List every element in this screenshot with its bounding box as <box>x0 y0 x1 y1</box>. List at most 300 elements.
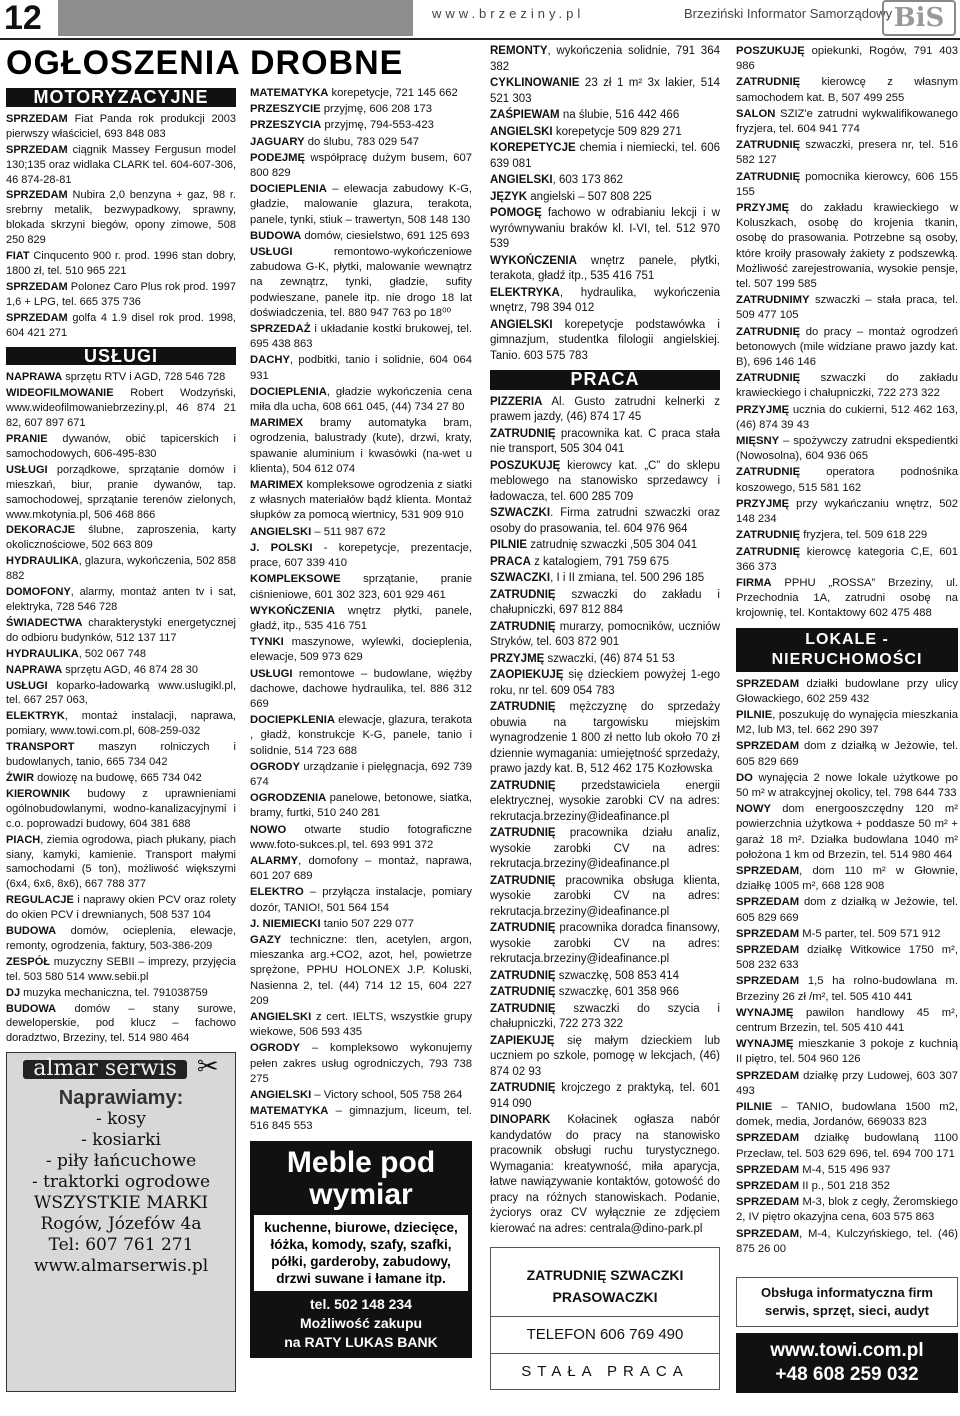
zatr-line2: PRASOWACZKI <box>552 1289 658 1305</box>
ad-text: – przyłącza instalacje, pomiary dozór, TANIO!, 501 564 154 <box>250 886 472 914</box>
ad-text: pracownika działu analiz, wysokie zarobki CV na adres: rekrutacja.brzeziny@ideafinance.pl <box>490 827 720 870</box>
ad-text: , 603 173 862 <box>552 174 623 186</box>
ad-text: – 511 987 672 <box>311 525 386 538</box>
ad-item <box>250 86 472 101</box>
ad-keyword: FIAT <box>6 250 30 263</box>
ad-keyword: ZAŚPIEWAM <box>490 109 560 121</box>
zatrudnie-box <box>490 1247 720 1390</box>
ad-keyword: ZATRUDNIĘ <box>490 986 556 998</box>
ad-text: szwaczki do zakładu krawieckiego i chałupniczki, 722 273 322 <box>736 372 958 400</box>
ad-keyword: ZATRUDNIĘ <box>490 827 556 839</box>
ad-item <box>490 108 720 124</box>
ad-text: , 502 067 748 <box>78 647 147 660</box>
ad-item <box>736 895 958 925</box>
ad-text: krojczego z praktyką, tel. 601 914 090 <box>490 1082 720 1110</box>
ad-item <box>250 353 472 383</box>
ad-keyword: USŁUGI <box>250 246 293 259</box>
column-2 <box>250 44 472 1358</box>
ad-item <box>490 1113 720 1237</box>
ad-keyword: GAZY <box>250 933 282 946</box>
ad-item <box>6 311 236 341</box>
ad-keyword: PRZYJMĘ <box>736 403 790 416</box>
ad-item <box>490 969 720 985</box>
ad-text: wnętrz panele, płytki, terakota, gładź itp., 535 416 751 <box>490 254 720 282</box>
ad-item <box>6 771 236 786</box>
ad-item <box>736 1037 958 1067</box>
ad-text: Kołacinek ogłasza nabór kandydatów do pracy na stanowisko pracownik obsługi ruchu turystycznego. Wymagania: kreatywność, miła aparycja, łatwe nawiązywanie kontaktów, gotowość do pracy na różnych stanowiskach. Podanie, życiorys oraz CV wyłącznie ze zdjęciem kierować na adres: centrala@dino-park.pl <box>490 1114 720 1235</box>
ad-text: , wykończenia solidnie, 791 364 382 <box>490 45 720 73</box>
ad-item <box>250 102 472 117</box>
ad-item <box>250 713 472 759</box>
ad-keyword: USŁUGI <box>6 463 48 476</box>
ad-keyword: OGRODY <box>250 1042 301 1055</box>
ad-keyword: ZESPÓŁ <box>6 955 51 968</box>
ad-item <box>736 1069 958 1099</box>
ad-item <box>6 585 236 615</box>
ad-item <box>250 151 472 181</box>
ad-keyword: DEKORACJE <box>6 524 76 537</box>
ad-item <box>736 1227 958 1257</box>
ad-item <box>490 76 720 107</box>
ad-text: – elewacja zabudowy K-G, gładzie, malowanie glazura, terakota, panele, tynki, stiuk – trawertyn, 508 148 130 <box>250 183 472 226</box>
ad-item <box>736 974 958 1004</box>
ad-text: ucznia do cukierni, 512 462 163, (46) 874 39 43 <box>736 403 958 431</box>
ad-text: pracownika obsługa klienta, wysokie zarobki CV na adres: rekrutacja.brzeziny@ideafinance.pl <box>490 874 720 918</box>
ad-text: charakterystyki energetycznej do odbioru budynków, 512 137 117 <box>6 616 236 644</box>
ad-keyword: ZATRUDNIĘ <box>490 922 556 934</box>
almar-line: Rogów, Józefów 4a <box>40 1214 202 1235</box>
ad-keyword: SZWACZKI <box>490 507 551 519</box>
ad-text: z katalogiem, 791 759 675 <box>530 555 669 568</box>
ad-item <box>490 668 720 699</box>
ad-text: działkę budowlaną 1100 Przecław, tel. 503 629 696, tel. 694 700 171 <box>736 1132 958 1160</box>
obsluga-box: Obsługa informatyczna firm serwis, sprzęt, sieci, audyt <box>736 1277 958 1327</box>
ad-keyword: SPRZEDAM <box>736 1069 800 1082</box>
ad-text: urządzanie i pielęgnacja, 692 739 674 <box>250 760 472 788</box>
ad-item <box>490 190 720 206</box>
section-motoryzacyjne: MOTORYZACYJNE <box>6 88 236 107</box>
ad-keyword: SPRZEDAM <box>6 112 68 125</box>
ad-text: wynajęcia 2 nowe lokale użytkowe po 50 m² w atrakcyjnej okolicy, tel. 798 644 733 <box>736 771 958 799</box>
ad-item <box>490 395 720 426</box>
ad-keyword: ANGIELSKI <box>250 525 312 538</box>
ad-item <box>490 700 720 778</box>
ad-keyword: SPRZEDAM <box>736 1196 800 1209</box>
praca-list <box>490 395 720 1238</box>
ad-item <box>6 432 236 462</box>
ad-keyword: ZATRUDNIĘ <box>490 620 556 633</box>
ad-text: – TANIO, budowlana 1500 m2, domek, media, Jordanów, 669033 823 <box>736 1101 958 1129</box>
ad-keyword: NOWY <box>736 803 771 816</box>
ad-keyword: SPRZEDAM <box>736 1227 800 1240</box>
ad-keyword: ZATRUDNIĘ <box>490 588 556 601</box>
ad-keyword: J. POLSKI <box>250 541 313 554</box>
lawnmower-icon: ✂ <box>196 1051 219 1082</box>
meble-ad <box>250 1141 472 1358</box>
ad-keyword: ZATRUDNIĘ <box>736 529 801 542</box>
ad-item <box>736 1100 958 1130</box>
almar-url[interactable]: www.almarserwis.pl <box>33 1256 209 1277</box>
zatr-lines <box>491 1248 719 1316</box>
ad-item <box>736 465 958 495</box>
section-uslugi: USŁUGI <box>6 347 236 366</box>
ad-item <box>250 885 472 915</box>
ad-item <box>6 280 236 310</box>
ad-text: sprzętu AGD, 46 874 28 30 <box>62 663 198 676</box>
ad-keyword: ZATRUDNIĘ <box>490 874 556 887</box>
ad-keyword: DACHY <box>250 354 291 367</box>
ad-text: Fiat Panda rok produkcji 2003 pierwszy właściciel, 693 848 083 <box>6 112 236 140</box>
ad-keyword: MARIMEX <box>250 417 304 430</box>
ad-item <box>250 541 472 571</box>
ad-keyword: ELEKTRYKA <box>490 286 560 299</box>
ad-keyword: DOCIEPKLENIA <box>250 714 336 727</box>
ad-item <box>490 571 720 587</box>
ad-item <box>736 1195 958 1225</box>
ad-text: dom z działką w Jeżowie, tel. 605 829 669 <box>736 896 958 924</box>
ad-text: M-5 parter, tel. 509 571 912 <box>799 927 941 940</box>
ad-keyword: ANGIELSKI <box>250 1089 312 1101</box>
page-number: 12 <box>4 0 42 37</box>
ad-text: kierowcy kat. „C” do sklepu meblowego na stanowisko sprzedawcy i ładowacza, tel. 600 285 709 <box>490 459 720 503</box>
bis-logo: BiS <box>882 0 956 36</box>
ad-keyword: TYNKI <box>250 636 284 649</box>
ad-keyword: ZAOPIEKUJĘ <box>490 669 564 681</box>
ad-item <box>250 823 472 853</box>
ad-keyword: SPRZEDAŻ <box>250 323 311 336</box>
ad-keyword: BUDOWA <box>250 229 302 242</box>
ad-text: M-4, 515 496 937 <box>799 1163 891 1176</box>
ad-item <box>736 1131 958 1161</box>
ad-item <box>6 143 236 188</box>
ad-text: otwarte studio fotograficzne www.foto-sukces.pl, tel. 693 991 372 <box>250 823 472 851</box>
ad-keyword: FIRMA <box>736 576 772 589</box>
ad-text: muzyczny SEBII – imprezy, przyjęcia tel. 503 580 514 www.sebii.pl <box>6 955 236 983</box>
ad-text: remontowe – budowlane, więźby dachowe, dachowe hydraulika, tel. 886 312 669 <box>250 667 472 710</box>
ad-keyword: ZATRUDNIĘ <box>736 76 801 89</box>
ad-keyword: ANGIELSKI <box>250 1010 312 1023</box>
ad-item <box>736 927 958 942</box>
ad-item <box>6 647 236 662</box>
ad-text: muzyka mechaniczna, tel. 791038759 <box>20 986 208 999</box>
ad-item <box>250 604 472 634</box>
ad-text: przyjmę, 794-553-423 <box>321 119 434 132</box>
ad-item <box>250 322 472 352</box>
ad-text: szwaczki, presera nr, tel. 516 582 127 <box>736 139 958 167</box>
ad-keyword: PRACA <box>490 555 531 568</box>
ad-keyword: POSZUKUJĘ <box>736 45 805 57</box>
ad-text: i układanie kostki brukowej, tel. 695 438 863 <box>250 323 472 351</box>
ad-item <box>490 1034 720 1081</box>
almar-logo: almar serwis <box>23 1060 187 1079</box>
ad-item <box>250 854 472 884</box>
meble-tel: tel. 502 148 234 <box>310 1295 412 1312</box>
ad-keyword: HYDRAULIKA <box>6 555 79 568</box>
ad-item <box>490 555 720 571</box>
ad-keyword: ZATRUDNIĘ <box>490 969 556 982</box>
ad-text: techniczne: tlen, acetylen, argon, mieszanka arg.+CO2, azot, hel, powietrze sprężone, PPHU HOLONEX J.P. Koluski, Nasienna 2, tel. (44) 714 12 15, 604 227 209 <box>250 933 472 1007</box>
ad-item <box>250 416 472 477</box>
ad-keyword: SPRZEDAM <box>736 927 800 940</box>
towi-tel: +48 608 259 032 <box>775 1364 919 1386</box>
ad-keyword: HYDRAULIKA <box>6 647 79 660</box>
ad-keyword: PODEJMĘ <box>250 151 306 164</box>
ad-text: szwaczkę, 601 358 966 <box>555 986 679 998</box>
almar-lines <box>7 1088 235 1277</box>
ad-item <box>6 112 236 142</box>
ad-text: , gładzie wykończenia cena miła dla ucha, 608 661 045, (44) 734 27 80 <box>250 385 472 414</box>
almar-serwis-ad <box>6 1052 236 1392</box>
ad-text: dom energooszczędny 120 m² powierzchnia użytkowa + poddasze 50 m² + garaż 18 m². Działka budowlana 1040 m² położona 1 km od Brzezin, tel. 514 980 464 <box>736 803 958 861</box>
ad-item <box>6 554 236 584</box>
ad-text: golfa 4 1.9 disel rok prod. 1998, 604 421 271 <box>6 311 236 339</box>
page-header <box>0 0 960 40</box>
ad-text: przy wykańczaniu wnętrz, 502 148 234 <box>736 497 958 526</box>
ad-keyword: SPRZEDAM <box>736 1132 800 1145</box>
ad-text: – kompleksowo wykonujemy pełen zakres usług ogrodniczych, 793 738 275 <box>250 1042 472 1085</box>
ad-text: sprzątanie, pranie ciśnieniowe, 601 302 323, 601 929 461 <box>250 573 472 601</box>
ad-text: - korepetycje, prezentacje, prace, 607 339 410 <box>250 541 472 570</box>
ad-keyword: PIZZERIA <box>490 395 543 408</box>
ad-item <box>490 921 720 968</box>
ad-text: , alarmy, montaż anten tv i sat, elektryka, 728 546 728 <box>6 586 236 613</box>
ad-keyword: SPRZEDAM <box>736 864 800 877</box>
ad-item <box>736 771 958 801</box>
meble-line2: na RATY LUKAS BANK <box>284 1333 438 1350</box>
ad-item <box>6 955 236 985</box>
ad-item <box>736 576 958 622</box>
ad-text: – gimnazjum, liceum, tel. 516 845 553 <box>250 1105 472 1133</box>
ad-text: elewacje, glazura, terakota , gładź, konstrukcje K-G, panele, tanio i solidnie, 514 723 688 <box>250 714 472 757</box>
ad-keyword: SPRZEDAM <box>736 1163 800 1176</box>
ad-item <box>736 943 958 973</box>
ad-keyword: ZATRUDNIĘ <box>490 779 556 792</box>
ad-item <box>250 635 472 665</box>
ad-text: sprzętu RTV i AGD, 728 546 728 <box>62 371 226 384</box>
ad-item <box>736 293 958 323</box>
ad-keyword: DOCIEPLENIA <box>250 183 327 196</box>
ad-text: mieszkanie 3 pokoje z kuchnią II piętro, tel. 504 960 126 <box>736 1038 958 1066</box>
ad-text: maszyn rolniczych i budowlanych, tanio, 665 734 042 <box>6 741 236 769</box>
ad-keyword: MATEMATYKA <box>250 1105 329 1118</box>
ad-keyword: ANGIELSKI <box>490 125 553 138</box>
ad-text: przyjmę, 606 208 173 <box>320 103 432 116</box>
ad-item <box>736 497 958 527</box>
site-url[interactable]: www.brzeziny.pl <box>432 6 585 21</box>
ad-item <box>490 538 720 554</box>
ad-keyword: KIEROWNIK <box>6 787 71 800</box>
ad-keyword: SPRZEDAM <box>6 280 68 293</box>
ad-text: mężczyznę do sprzedaży obuwia na targowisku miejskim wynagrodzenie 1 800 zł netto lub około 70 zł dziennie wymagania: umiejętność sprzedaży, prawo jazdy kat. B, 512 462 175 Kozłowska <box>490 701 720 775</box>
ad-keyword: SPRZEDAM <box>736 677 800 690</box>
ad-text: Robert Wodzyński, www.wideofilmowaniebrzeziny.pl, 46 874 21 82, 607 897 671 <box>6 387 236 430</box>
ad-item <box>490 125 720 141</box>
ad-keyword: USŁUGI <box>250 667 293 680</box>
almar-line: - kosy <box>95 1109 146 1130</box>
ad-item <box>490 427 720 458</box>
ad-keyword: POSZUKUJĘ <box>490 459 561 472</box>
ad-item <box>6 924 236 954</box>
col4-list <box>736 44 958 622</box>
ad-text: – spożywczy zatrudni ekspedientki (Nowosolna), 604 936 065 <box>736 435 958 463</box>
ad-keyword: PRZYJMĘ <box>490 652 545 665</box>
ad-keyword: ANGIELSKI <box>490 318 553 331</box>
ad-keyword: SALON <box>736 107 776 120</box>
almar-line: - traktorki ogrodowe <box>31 1172 211 1193</box>
ad-keyword: PRZYJMĘ <box>736 202 790 215</box>
ad-text: , I i II zmiana, tel. 500 296 185 <box>550 572 705 584</box>
ad-text: kierowcę z własnym samochodem kat. B, 507 499 255 <box>736 76 958 104</box>
ad-keyword: ŻWIR <box>6 771 35 784</box>
ad-item <box>6 386 236 431</box>
ad-item <box>490 459 720 506</box>
ad-item <box>736 528 958 543</box>
ad-item <box>490 1081 720 1112</box>
ad-text: II p., 501 218 352 <box>799 1180 890 1193</box>
ad-item <box>250 667 472 713</box>
ad-text: , hydraulika, wykończenia wnętrz, 798 394 012 <box>490 286 720 314</box>
ad-keyword: NOWO <box>250 823 287 836</box>
ad-keyword: PRZESZYCIE <box>250 103 321 116</box>
section-praca: PRACA <box>490 370 720 390</box>
ad-text: Al. Gusto zatrudni kelnerki z prawem jazdy, (46) 874 17 45 <box>490 395 720 423</box>
ad-keyword: ELEKTRO <box>250 886 304 899</box>
ad-keyword: ZATRUDNIĘ <box>490 1082 556 1094</box>
ad-item <box>736 1006 958 1036</box>
ad-text: . Firma zatrudni szwaczki oraz osoby do prasowania, tel. 604 976 964 <box>490 507 720 535</box>
ad-keyword: REGULACJE <box>6 894 74 907</box>
ad-text: – Victory school, 505 758 264 <box>311 1089 463 1101</box>
zatr-stala: STAŁA PRACA <box>491 1353 719 1390</box>
ad-item <box>490 652 720 668</box>
ad-item <box>490 826 720 873</box>
zatr-line1: ZATRUDNIĘ SZWACZKI <box>526 1267 684 1283</box>
ad-text: korepetycje podstawówka i gimnazjum, studentka filologii angielskiej. Tanio. 603 575 783 <box>490 318 720 362</box>
ad-keyword: ZAPIEKUJĘ <box>490 1034 555 1047</box>
ad-item <box>736 371 958 401</box>
ad-item <box>490 779 720 826</box>
ad-text: zatrudnię szwaczki ,505 304 041 <box>527 539 698 551</box>
ad-item <box>250 1104 472 1134</box>
ad-item <box>6 679 236 709</box>
ad-text: szwaczki, (46) 874 51 53 <box>544 652 675 665</box>
ad-item <box>250 933 472 1009</box>
ad-keyword: ZATRUDNIĘ <box>490 427 556 440</box>
ad-keyword: DJ <box>6 986 21 999</box>
ad-keyword: CYKLINOWANIE <box>490 77 580 89</box>
ad-text: pawilon handlowy 45 m², centrum Brzezin, tel. 505 410 441 <box>736 1006 958 1034</box>
ad-keyword: OGRODY <box>250 760 301 773</box>
ad-item <box>6 787 236 832</box>
publication-name: Brzeziński Informator Samorządowy <box>684 6 893 21</box>
ad-keyword: ALARMY <box>250 854 299 867</box>
ad-item <box>250 572 472 602</box>
ad-keyword: ZATRUDNIĘ <box>736 325 801 338</box>
ad-keyword: SPRZEDAM <box>6 143 68 156</box>
ad-keyword: MARIMEX <box>250 479 304 492</box>
ad-item <box>250 1041 472 1087</box>
ad-text: , domofony – montaż, naprawa, 601 207 689 <box>250 854 472 883</box>
ad-keyword: DO <box>736 771 753 784</box>
ad-text: , dom 110 m² w Głownie, działkę 1005 m², 668 128 908 <box>736 864 958 893</box>
ad-item <box>736 708 958 738</box>
ad-keyword: JĘZYK <box>490 190 528 203</box>
ad-text: się małym dzieckiem lub uczniem po szkole, pomogę w lekcjach, (46) 874 02 93 <box>490 1034 720 1078</box>
ad-item <box>736 1179 958 1194</box>
ad-item <box>6 663 236 678</box>
ad-keyword: J. NIEMIECKI <box>250 917 321 930</box>
ad-item <box>490 44 720 75</box>
ad-text: 1,5 ha rolno-budowlana m. Brzeziny 26 zł /m², tel. 505 410 441 <box>736 975 958 1003</box>
ad-text: domów – stany surowe, deweloperskie, pod klucz – fachowo doradztwo, Brzeziny, tel. 514 980 464 <box>6 1002 236 1045</box>
ad-keyword: MATEMATYKA <box>250 87 329 99</box>
ad-keyword: WYNAJMĘ <box>736 1006 794 1019</box>
ad-keyword: SPRZEDAM <box>6 189 68 202</box>
ad-keyword: MIĘSNY <box>736 435 780 448</box>
ad-item <box>490 173 720 189</box>
ad-item <box>6 463 236 523</box>
ad-text: kierowcę kategoria C,E, 601 366 373 <box>736 545 958 573</box>
ad-text: działkę Witkowice 1750 m², 508 232 633 <box>736 943 958 972</box>
meble-title: Meble pod wymiar <box>286 1145 436 1211</box>
ad-text: Cinqucento 900 r. prod. 1996 stan dobry, 1800 zł, tel. 510 965 221 <box>6 250 236 277</box>
meble-body: kuchenne, biurowe, dziecięce, łóżka, komody, szafy, szafki, półki, garderoby, zabudowy, drzwi suwane i łamane itp. <box>254 1215 468 1291</box>
ad-keyword: SPRZEDAM <box>736 943 800 956</box>
ad-item <box>250 791 472 821</box>
ad-item <box>250 1010 472 1040</box>
ad-item <box>6 523 236 553</box>
ad-item <box>736 434 958 464</box>
ad-item <box>736 201 958 292</box>
ad-item <box>250 245 472 321</box>
ad-item <box>250 760 472 790</box>
ad-text: fachowo w odrabianiu lekcji i w wyrównywaniu braków kl. I-VI, tel. 512 970 539 <box>490 207 720 250</box>
lokale-list <box>736 677 958 1258</box>
ad-text: do ślubu, 783 029 547 <box>304 135 420 148</box>
ad-text: dom z działką w Jeżowie, tel. 605 829 669 <box>736 740 958 768</box>
ad-item <box>250 118 472 133</box>
ad-text: szwaczki do szycia i chałupniczki, 722 273 322 <box>490 1002 720 1030</box>
ad-text: opiekunki, Rogów, 791 403 986 <box>736 45 958 73</box>
ad-item <box>736 403 958 433</box>
ad-item <box>736 802 958 863</box>
ad-text: SZIZ'e zatrudni wykwalifikowanego fryzjera, tel. 604 941 774 <box>736 107 958 136</box>
ad-keyword: OGRODZENIA <box>250 792 327 805</box>
ad-keyword: PILNIE <box>736 1101 773 1113</box>
ad-text: Polonez Caro Plus rok prod. 1997 1,6 + LPG, tel. 665 375 736 <box>6 280 236 308</box>
ad-text: panelowe, betonowe, siatka, bramy, furtki, 510 240 281 <box>250 792 472 820</box>
ad-item <box>250 385 472 415</box>
ad-keyword: USŁUGI <box>6 679 48 692</box>
ad-keyword: SPRZEDAM <box>736 1180 800 1193</box>
ad-text: z cert. IELTS, wszystkie grupy wiekowe, 506 593 435 <box>250 1010 472 1039</box>
ad-text: korepetycje, 721 145 662 <box>328 87 458 99</box>
ad-text: angielski – 507 808 225 <box>527 190 652 203</box>
ad-text: operatora podnośnika koszowego, 515 581 162 <box>736 466 958 494</box>
towi-url[interactable]: www.towi.com.pl <box>770 1340 924 1362</box>
almar-line: - piły łańcuchowe <box>45 1151 197 1172</box>
ad-keyword: POMOGĘ <box>490 207 542 219</box>
ad-keyword: ZATRUDNIĘ <box>736 545 801 558</box>
ad-item <box>250 182 472 228</box>
ad-text: bramy automatyka bram, ogrodzenia, balustrady (kute), drzwi, kraty, spawanie aluminium i kwasówki (na-wet u klienta), 504 612 074 <box>250 417 472 475</box>
ad-item <box>6 893 236 923</box>
zatr-phone: TELEFON 606 769 490 <box>491 1316 719 1353</box>
ad-text: , glazura, wykończenia, 502 858 882 <box>6 555 236 583</box>
ad-text: szwaczki – stała praca, tel. 509 477 105 <box>736 294 958 322</box>
ad-keyword: JAGUARY <box>250 135 305 148</box>
ad-text: fryzjera, tel. 509 618 229 <box>800 529 928 542</box>
